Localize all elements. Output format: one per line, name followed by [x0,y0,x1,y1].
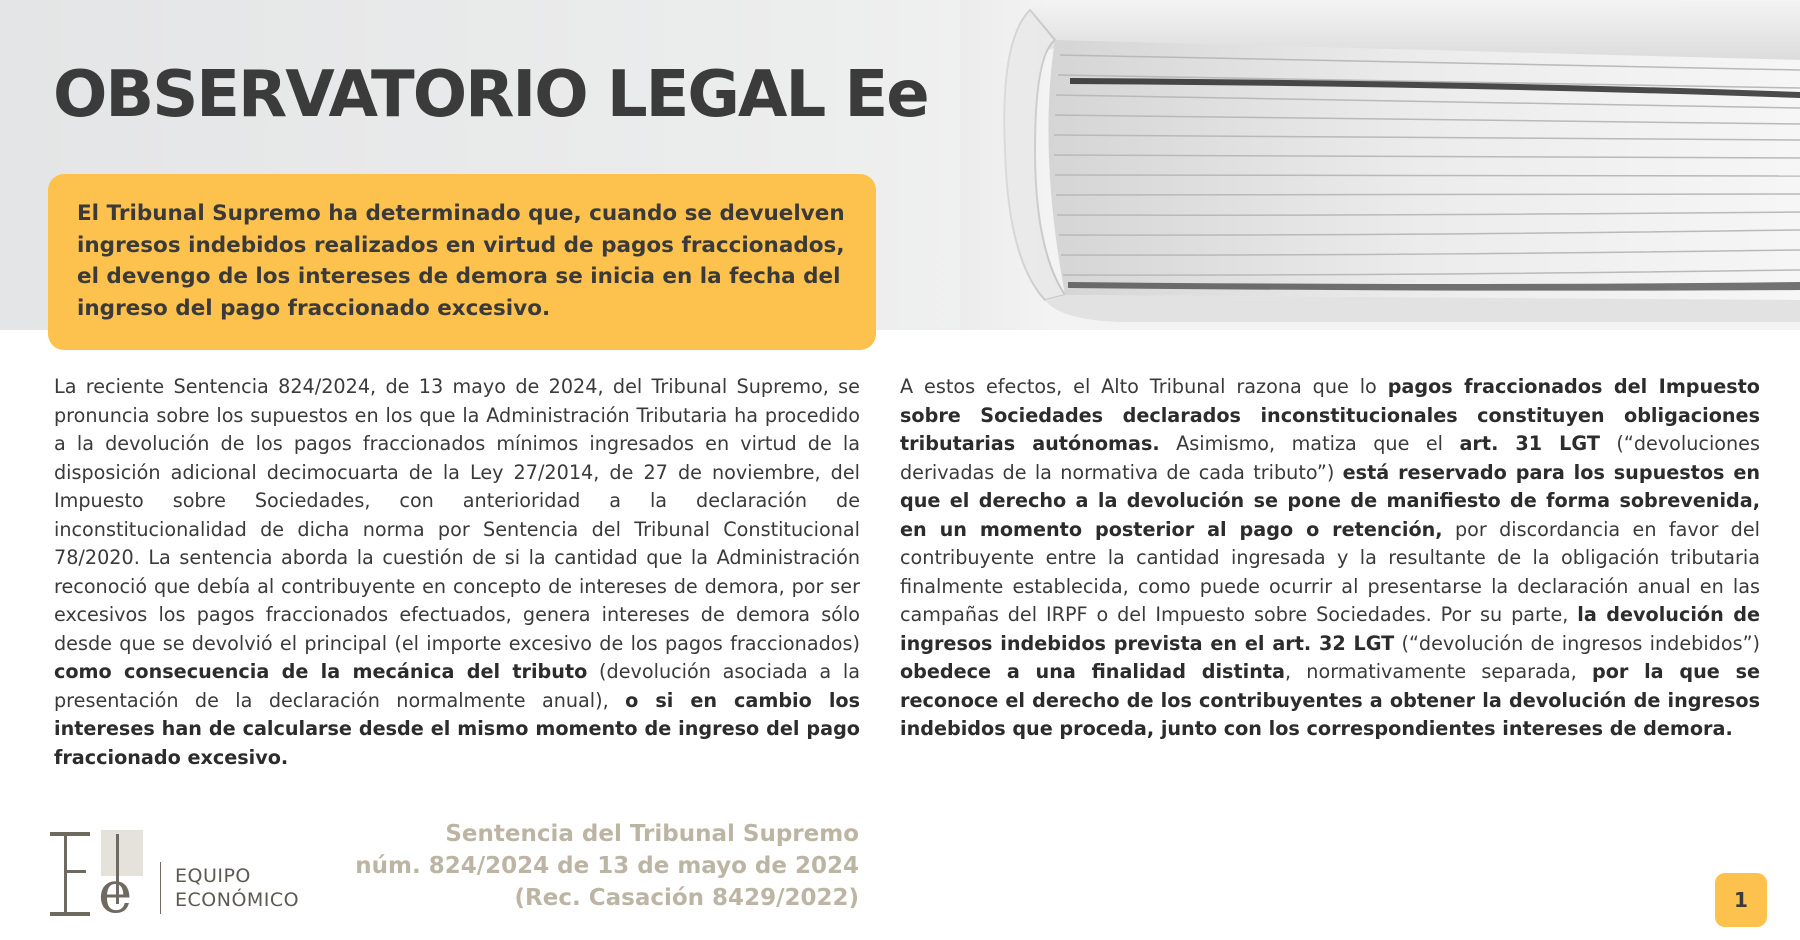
text-run-bold: por la que se reconoce el derecho de los contribuyentes a obtener la devolución de ingresos indebidos que proceda, junto con los correspondientes intereses de demora. [900,660,1760,740]
text-run: por discordancia en favor del contribuyente entre la cantidad ingresada y la resultante de la obligación tributaria finalmente establecida, como puede ocurrir al presentarse la declaración anual en las campañas del IRPF o del Impuesto sobre Sociedades. Por su parte, [900,517,1760,626]
logo-divider [160,862,161,914]
brand-line-1: EQUIPO [175,865,251,887]
page-title: OBSERVATORIO LEGAL Ee [53,58,928,132]
text-run-bold: como consecuencia de la mecánica del tributo [54,660,588,683]
page-number-badge: 1 [1715,873,1767,927]
text-run: A estos efectos, el Alto Tribunal razona que lo [900,375,1388,398]
equipo-economico-logo [46,826,156,918]
text-run: La reciente Sentencia 824/2024, de 13 mayo de 2024, del Tribunal Supremo, se pronuncia sobre los supuestos en los que la Administración Tributaria ha procedido a la devolución de los pagos fraccionados mínimos ingresados en virtud de la disposición adicional decimocuarta de la Ley 27/2014, de 27 de noviembre, del Impuesto sobre Sociedades, con anterioridad a la declaración de inconstitucionalidad de dicha norma por Sentencia del Tribunal Constitucional 78/2020. La sentencia aborda la cuestión de si la cantidad que la Administración reconoció que debía al contribuyente en concepto de intereses de demora, por ser excesivos los pagos fraccionados efectuados, genera intereses de demora sólo desde que se devolvió el principal (el importe excesivo de los pagos fraccionados) [54,375,860,655]
text-run: (“devolución de ingresos indebidos”) [1394,631,1760,655]
callout-text: El Tribunal Supremo ha determinado que, cuando se devuelven ingresos indebidos realizados en virtud de pagos fraccionados, el devengo de los intereses de demora se inicia en la fecha del ingreso del pago fraccionado excesivo. [77,201,845,321]
brand-name [175,864,299,912]
summary-callout [48,174,876,350]
logo-letters: e [98,858,133,918]
citation-line-3: (Rec. Casación 8429/2022) [514,885,859,911]
text-run-bold: la devolución de ingresos indebidos prevista en el art. 32 LGT [900,603,1760,655]
citation-line-1: Sentencia del Tribunal Supremo [445,821,859,847]
citation-line-2: núm. 824/2024 de 13 de mayo de 2024 [355,853,859,879]
right-column-text [900,373,1760,744]
text-run-bold: o si en cambio los intereses han de calcularse desde el mismo momento de ingreso del pago fraccionado excesivo. [54,688,860,769]
text-run: (“devoluciones derivadas de la normativa de cada tributo”) [900,432,1760,484]
text-run-bold: art. 31 LGT [1459,432,1600,455]
brand-line-2: ECONÓMICO [175,889,300,911]
left-column-text [54,373,860,772]
text-run-bold: está reservado para los supuestos en que el derecho a la devolución se pone de manifiesto de forma sobrevenida, en un momento posterior al pago o retención, [900,460,1760,541]
text-run: Asimismo, matiza que el [1159,432,1460,455]
text-run: , normativamente separada, [1285,660,1592,683]
text-run-bold: obedece a una finalidad distinta [900,660,1286,683]
case-citation [355,818,859,914]
book-photo [960,0,1800,330]
text-run: (devolución asociada a la presentación de la declaración normalmente anual), [54,660,860,712]
text-run-bold: pagos fraccionados del Impuesto sobre Sociedades declarados inconstitucionales constituyen obligaciones tributarias autónomas. [900,375,1760,455]
